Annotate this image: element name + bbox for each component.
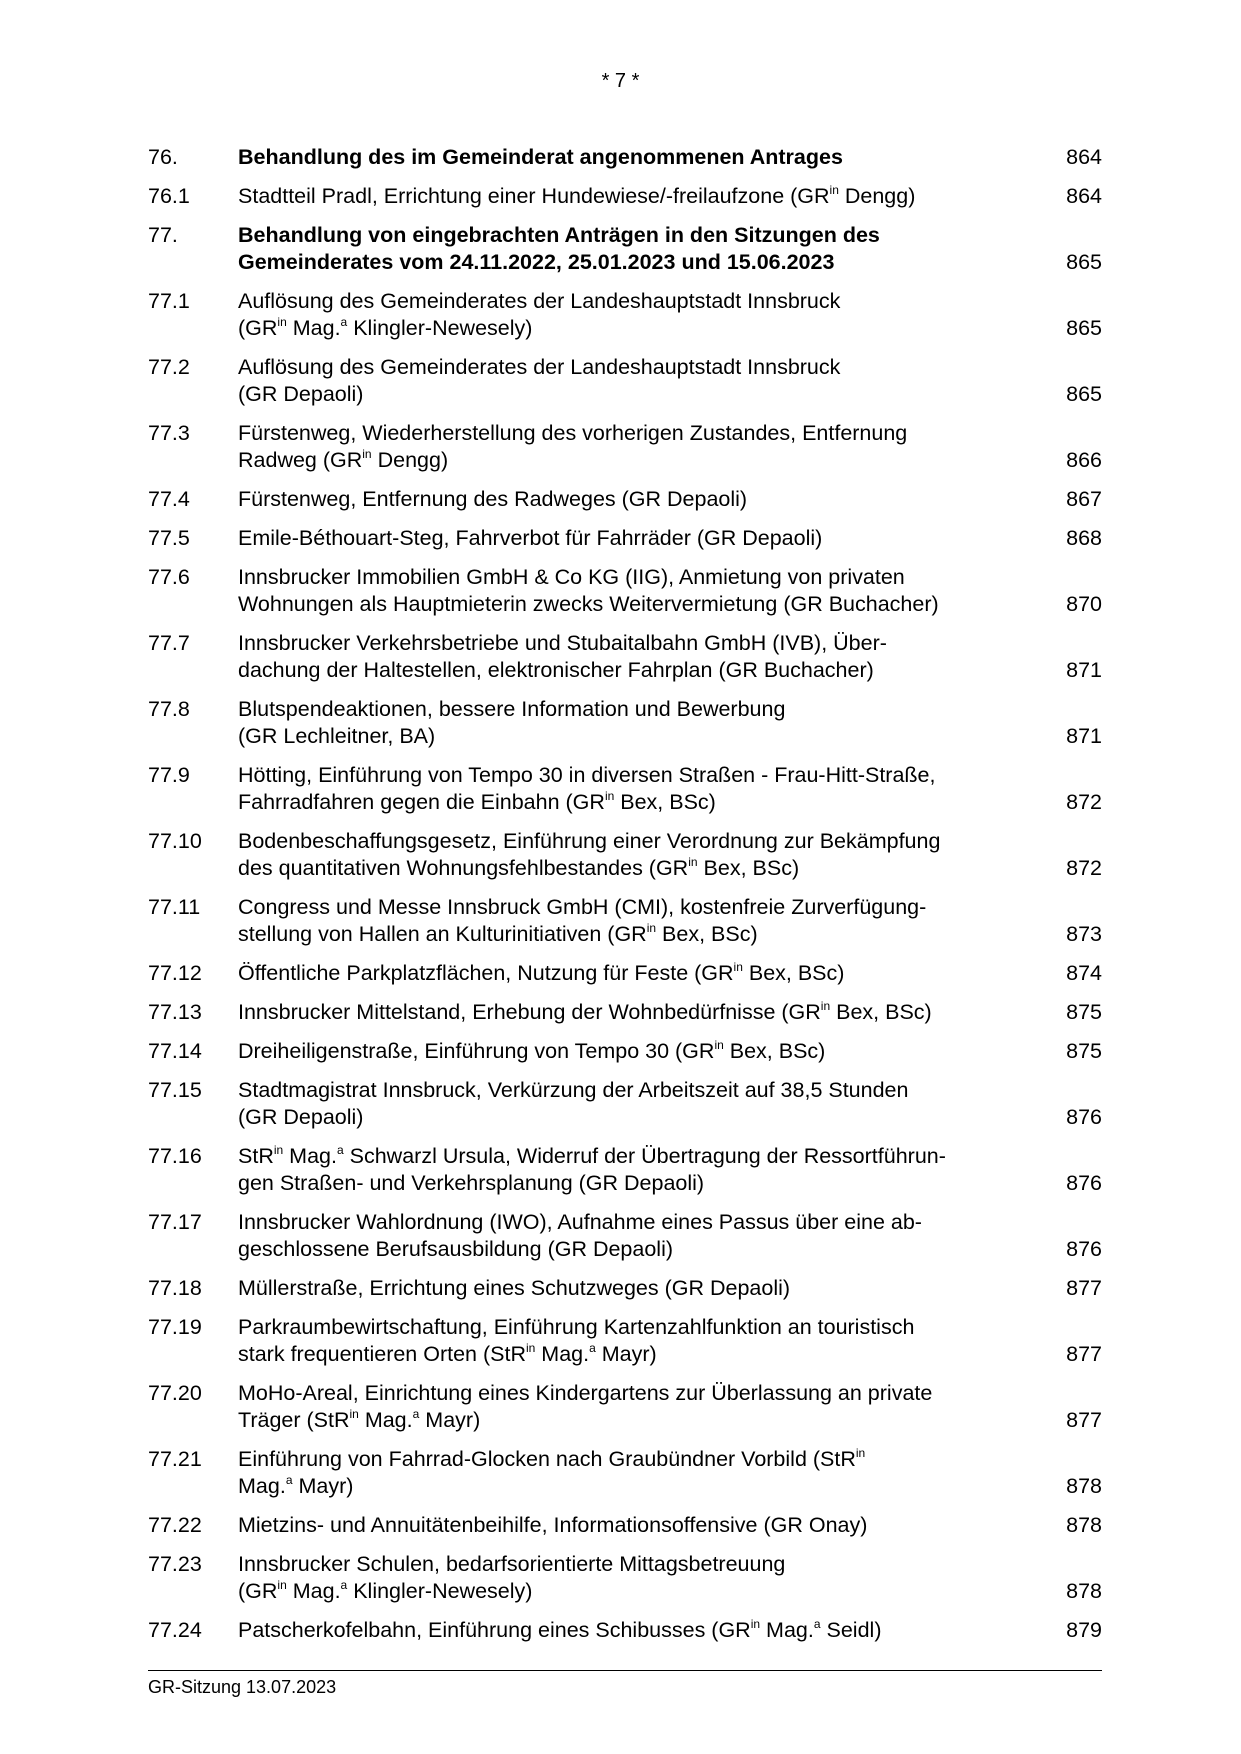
toc-entry-title-line: Emile-Béthouart-Steg, Fahrverbot für Fahrräder (GR Depaoli) [238, 526, 823, 550]
toc-entry [148, 762, 1102, 816]
toc-entry-title-line: Öffentliche Parkplatzflächen, Nutzung für Feste ($GR^{in}$ Bex, BSc) [238, 959, 845, 985]
toc-entry-title [238, 486, 1032, 513]
toc-entry [148, 1512, 1102, 1539]
toc-entry-number: 77.1 [148, 289, 190, 313]
toc-entry-title-line: Blutspendeaktionen, bessere Information und Bewerbung [238, 697, 786, 721]
toc-entry-title [238, 354, 1032, 408]
toc-entry [148, 525, 1102, 552]
toc-entry [148, 1617, 1102, 1644]
toc-entry [148, 1314, 1102, 1368]
toc-entry-title [238, 420, 1032, 474]
toc-entry [148, 144, 1102, 171]
toc-entry [148, 1209, 1102, 1263]
toc-entry-title [238, 1209, 1032, 1263]
toc-entry-title-line: Auflösung des Gemeinderates der Landeshauptstadt Innsbruck [238, 355, 841, 379]
toc-entry-page: 873 [1066, 922, 1102, 946]
toc-entry-title [238, 222, 1032, 276]
toc-entry-title-line: stark frequentieren Orten (StR$^{in}$ Mag.$^a$ Mayr) [238, 1340, 657, 1366]
toc-entry-title [238, 1617, 1032, 1644]
toc-entry-title-line: MoHo-Areal, Einrichtung eines Kindergartens zur Überlassung an private [238, 1381, 933, 1405]
toc-entry [148, 564, 1102, 618]
toc-entry-page: 865 [1066, 316, 1102, 340]
toc-entry-page: 871 [1066, 724, 1102, 748]
toc-entry-title-line: Gemeinderates vom 24.11.2022, 25.01.2023 und 15.06.2023 [238, 250, 835, 274]
toc-entry-number: 77.9 [148, 763, 190, 787]
toc-entry-title [238, 144, 1032, 171]
toc-entry-title [238, 1512, 1032, 1539]
toc-entry-title-line: Stadtmagistrat Innsbruck, Verkürzung der Arbeitszeit auf 38,5 Stunden [238, 1078, 909, 1102]
toc-entry-title-line: Träger (StR$^{in}$ Mag.$^a$ Mayr) [238, 1406, 481, 1432]
toc-entry [148, 183, 1102, 210]
toc-entry [148, 222, 1102, 276]
toc-entry-title-line: (GR Depaoli) [238, 382, 364, 406]
toc-entry-page: 870 [1066, 592, 1102, 616]
toc-entry-title-line: dachung der Haltestellen, elektronischer Fahrplan (GR Buchacher) [238, 658, 874, 682]
toc-entry-number: 77. [148, 223, 178, 247]
toc-entry-page: 878 [1066, 1474, 1102, 1498]
toc-entry-page: 876 [1066, 1237, 1102, 1261]
toc-entry-number: 77.20 [148, 1381, 202, 1405]
toc-entry-number: 77.6 [148, 565, 190, 589]
toc-entry [148, 288, 1102, 342]
toc-entry-number: 77.12 [148, 961, 202, 985]
toc-entry-page: 879 [1066, 1618, 1102, 1642]
toc-entry-title-line: Innsbrucker Verkehrsbetriebe und Stubaitalbahn GmbH (IVB), Über- [238, 631, 887, 655]
toc-entry-title-line: ($GR^{in}$ Mag.$^a$ Klingler-Newesely) [238, 314, 533, 340]
toc-entry [148, 420, 1102, 474]
toc-entry-title-line: Innsbrucker Immobilien GmbH & Co KG (IIG), Anmietung von privaten [238, 565, 905, 589]
table-of-contents [148, 144, 1102, 1656]
toc-entry-page: 877 [1066, 1342, 1102, 1366]
toc-entry-page: 867 [1066, 487, 1102, 511]
toc-entry-title-line: Congress und Messe Innsbruck GmbH (CMI), kostenfreie Zurverfügung- [238, 895, 927, 919]
toc-entry [148, 1143, 1102, 1197]
toc-entry-number: 77.18 [148, 1276, 202, 1300]
toc-entry-title [238, 1077, 1032, 1131]
toc-entry-title-line: Radweg ($GR^{in}$ Dengg) [238, 446, 449, 472]
toc-entry [148, 1380, 1102, 1434]
toc-entry-number: 76.1 [148, 184, 190, 208]
toc-entry-number: 77.17 [148, 1210, 202, 1234]
toc-entry-page: 876 [1066, 1105, 1102, 1129]
toc-entry-title-line: Innsbrucker Wahlordnung (IWO), Aufnahme eines Passus über eine ab- [238, 1210, 922, 1234]
toc-entry-title-line: Mietzins- und Annuitätenbeihilfe, Informationsoffensive (GR Onay) [238, 1513, 868, 1537]
toc-entry [148, 486, 1102, 513]
toc-entry-title-line: (GR Depaoli) [238, 1105, 364, 1129]
toc-entry-title-line: Wohnungen als Hauptmieterin zwecks Weitervermietung (GR Buchacher) [238, 592, 939, 616]
toc-entry-title-line: Behandlung von eingebrachten Anträgen in den Sitzungen des [238, 223, 880, 247]
toc-entry-title-line: ($GR^{in}$ Mag.$^a$ Klingler-Newesely) [238, 1577, 533, 1603]
toc-entry-title-line: Mag.$^a$ Mayr) [238, 1472, 354, 1498]
toc-entry-page: 871 [1066, 658, 1102, 682]
toc-entry-page: 872 [1066, 790, 1102, 814]
toc-entry-title [238, 1314, 1032, 1368]
toc-entry-number: 77.14 [148, 1039, 202, 1063]
toc-entry-title-line: Auflösung des Gemeinderates der Landeshauptstadt Innsbruck [238, 289, 841, 313]
toc-entry-title [238, 630, 1032, 684]
toc-entry-number: 77.19 [148, 1315, 202, 1339]
toc-entry-number: 77.16 [148, 1144, 202, 1168]
toc-entry-title-line: geschlossene Berufsausbildung (GR Depaoli) [238, 1237, 674, 1261]
toc-entry-page: 874 [1066, 961, 1102, 985]
toc-entry-number: 76. [148, 145, 178, 169]
toc-entry-number: 77.13 [148, 1000, 202, 1024]
toc-entry [148, 1077, 1102, 1131]
toc-entry [148, 828, 1102, 882]
toc-entry-number: 77.3 [148, 421, 190, 445]
toc-entry-page: 865 [1066, 382, 1102, 406]
toc-entry [148, 354, 1102, 408]
toc-entry-title [238, 1446, 1032, 1500]
toc-entry [148, 894, 1102, 948]
toc-entry-page: 868 [1066, 526, 1102, 550]
toc-entry-title-line: Einführung von Fahrrad-Glocken nach Graubündner Vorbild (StR$^{in}$ [238, 1445, 866, 1471]
toc-entry-title [238, 1038, 1032, 1065]
toc-entry-page: 877 [1066, 1276, 1102, 1300]
toc-entry-number: 77.7 [148, 631, 190, 655]
toc-entry-title-line: Parkraumbewirtschaftung, Einführung Kartenzahlfunktion an touristisch [238, 1315, 915, 1339]
toc-entry [148, 630, 1102, 684]
toc-entry-title [238, 1275, 1032, 1302]
toc-entry-page: 878 [1066, 1579, 1102, 1603]
toc-entry-title-line: Fahrradfahren gegen die Einbahn ($GR^{in}$ Bex, BSc) [238, 788, 716, 814]
toc-entry-page: 877 [1066, 1408, 1102, 1432]
toc-entry-title [238, 1380, 1032, 1434]
toc-entry-title-line: Patscherkofelbahn, Einführung eines Schibusses ($GR^{in}$ Mag.$^a$ Seidl) [238, 1616, 882, 1642]
toc-entry-title-line: stellung von Hallen an Kulturinitiativen ($GR^{in}$ Bex, BSc) [238, 920, 758, 946]
footer-divider [148, 1670, 1102, 1671]
toc-entry-title [238, 999, 1032, 1026]
toc-entry-title [238, 828, 1032, 882]
toc-entry-title [238, 1551, 1032, 1605]
page-number: * 7 * [601, 70, 640, 92]
toc-entry-title [238, 564, 1032, 618]
toc-entry [148, 1551, 1102, 1605]
toc-entry-number: 77.10 [148, 829, 202, 853]
toc-entry-number: 77.21 [148, 1447, 202, 1471]
toc-entry-page: 875 [1066, 1039, 1102, 1063]
toc-entry [148, 960, 1102, 987]
toc-entry-title-line: Dreiheiligenstraße, Einführung von Tempo 30 ($GR^{in}$ Bex, BSc) [238, 1037, 826, 1063]
toc-entry-number: 77.8 [148, 697, 190, 721]
toc-entry-title-line: Innsbrucker Schulen, bedarfsorientierte Mittagsbetreuung [238, 1552, 786, 1576]
toc-entry-number: 77.11 [148, 895, 201, 919]
toc-entry-title [238, 288, 1032, 342]
toc-entry-title-line: Behandlung des im Gemeinderat angenommenen Antrages [238, 145, 843, 169]
toc-entry [148, 696, 1102, 750]
toc-entry-page: 876 [1066, 1171, 1102, 1195]
toc-entry-title-line: Fürstenweg, Entfernung des Radweges (GR Depaoli) [238, 487, 748, 511]
toc-entry [148, 1275, 1102, 1302]
toc-entry [148, 1446, 1102, 1500]
toc-entry-title-line: (GR Lechleitner, BA) [238, 724, 436, 748]
toc-entry-page: 875 [1066, 1000, 1102, 1024]
toc-entry-title-line: des quantitativen Wohnungsfehlbestandes ($GR^{in}$ Bex, BSc) [238, 854, 800, 880]
toc-entry-number: 77.24 [148, 1618, 202, 1642]
toc-entry-title-line: gen Straßen- und Verkehrsplanung (GR Depaoli) [238, 1171, 705, 1195]
toc-entry-number: 77.23 [148, 1552, 202, 1576]
toc-entry-title [238, 960, 1032, 987]
toc-entry-title-line: StR$^{in}$ Mag.$^a$ Schwarzl Ursula, Widerruf der Übertragung der Ressortführun- [238, 1142, 946, 1168]
toc-entry [148, 999, 1102, 1026]
toc-entry [148, 1038, 1102, 1065]
toc-entry-page: 864 [1066, 145, 1102, 169]
toc-entry-page: 865 [1066, 250, 1102, 274]
toc-entry-page: 878 [1066, 1513, 1102, 1537]
toc-entry-title [238, 183, 1032, 210]
toc-entry-number: 77.15 [148, 1078, 202, 1102]
toc-entry-title-line: Bodenbeschaffungsgesetz, Einführung einer Verordnung zur Bekämpfung [238, 829, 941, 853]
footer-session-date: GR-Sitzung 13.07.2023 [148, 1677, 337, 1697]
toc-entry-title-line: Innsbrucker Mittelstand, Erhebung der Wohnbedürfnisse ($GR^{in}$ Bex, BSc) [238, 998, 932, 1024]
toc-entry-page: 872 [1066, 856, 1102, 880]
toc-entry-page: 864 [1066, 184, 1102, 208]
toc-entry-number: 77.22 [148, 1513, 202, 1537]
toc-entry-title-line: Hötting, Einführung von Tempo 30 in diversen Straßen - Frau-Hitt-Straße, [238, 763, 936, 787]
toc-entry-title [238, 894, 1032, 948]
toc-entry-title [238, 762, 1032, 816]
toc-entry-page: 866 [1066, 448, 1102, 472]
toc-entry-number: 77.5 [148, 526, 190, 550]
toc-entry-title-line: Fürstenweg, Wiederherstellung des vorherigen Zustandes, Entfernung [238, 421, 908, 445]
toc-entry-title-line: Müllerstraße, Errichtung eines Schutzweges (GR Depaoli) [238, 1276, 791, 1300]
toc-entry-title [238, 525, 1032, 552]
toc-entry-title-line: Stadtteil Pradl, Errichtung einer Hundewiese/-freilaufzone ($GR^{in}$ Dengg) [238, 182, 916, 208]
toc-entry-number: 77.2 [148, 355, 190, 379]
toc-entry-title [238, 696, 1032, 750]
toc-entry-number: 77.4 [148, 487, 190, 511]
toc-entry-title [238, 1143, 1032, 1197]
